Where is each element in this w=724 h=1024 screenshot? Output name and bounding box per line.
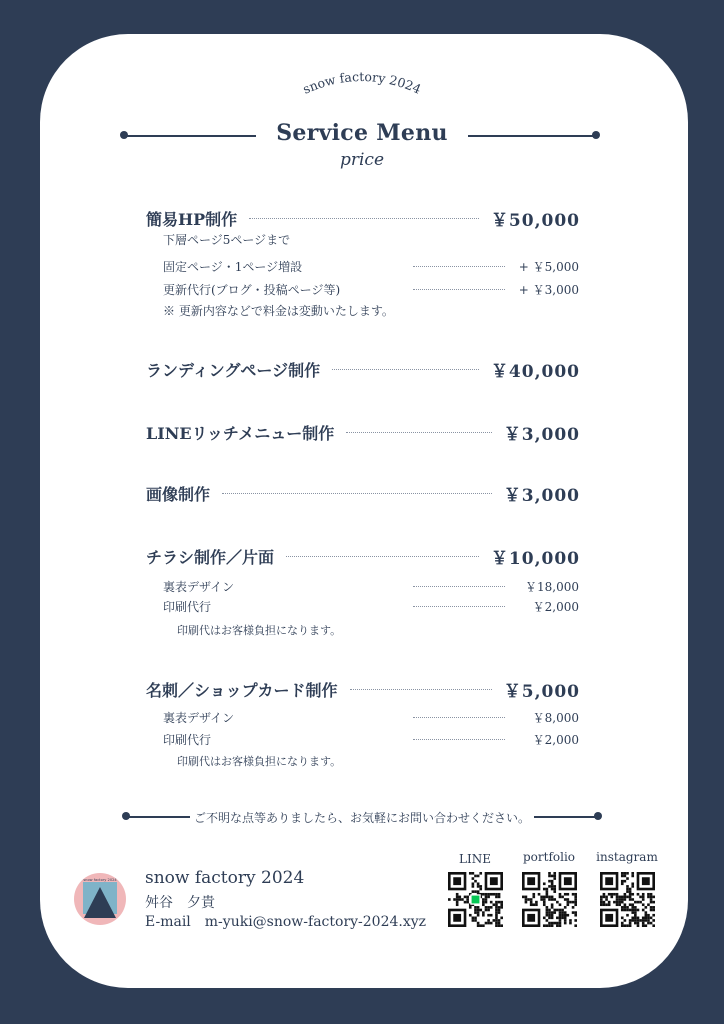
service-name: 名刺／ショップカード制作 — [146, 681, 338, 700]
contact-right-rule — [534, 816, 596, 818]
qr-code-instagram[interactable] — [600, 872, 655, 927]
person-name: 舛谷 夕貴 — [145, 895, 215, 911]
email-address[interactable]: E-mail m-yuki@snow-factory-2024.xyz — [145, 914, 427, 930]
option-row — [163, 258, 579, 275]
option-price: ￥18,000 — [525, 580, 579, 594]
service-price: ￥50,000 — [490, 211, 580, 231]
leader-dots — [350, 689, 492, 690]
option-label: 更新代行(ブログ・投稿ページ等) — [163, 283, 341, 297]
leader-dots — [413, 266, 505, 267]
leader-dots — [413, 739, 505, 740]
service-row-flyer — [146, 544, 580, 569]
option-label: 印刷代行 — [163, 600, 212, 614]
option-price: + ￥3,000 — [518, 283, 579, 297]
svg-text:snow factory 2024: snow factory 2024 — [83, 878, 117, 882]
service-name: 簡易HP制作 — [146, 210, 238, 229]
service-price: ￥5,000 — [503, 682, 580, 702]
page-title: Service Menu — [276, 120, 448, 146]
option-price: ￥2,000 — [532, 600, 579, 614]
menu-card — [40, 34, 688, 988]
brand-logo — [73, 872, 127, 926]
org-name: snow factory 2024 — [145, 868, 305, 888]
leader-dots — [413, 606, 505, 607]
option-price: ￥2,000 — [532, 733, 579, 747]
service-name: LINEリッチメニュー制作 — [146, 424, 335, 443]
service-price: ￥3,000 — [503, 486, 580, 506]
option-label: 固定ページ・1ページ増設 — [163, 260, 303, 274]
service-name: チラシ制作／片面 — [146, 548, 275, 567]
qr-label-line: LINE — [459, 852, 491, 866]
service-row-hp — [146, 206, 580, 231]
leader-dots — [222, 493, 492, 494]
option-label: 裏表デザイン — [163, 711, 235, 725]
title-right-rule — [468, 135, 598, 137]
option-row — [163, 731, 579, 748]
qr-code-portfolio[interactable] — [522, 872, 577, 927]
brand-arc-text — [262, 58, 462, 118]
service-row-lp — [146, 357, 580, 382]
service-row-image — [146, 481, 580, 506]
leader-dots — [332, 369, 479, 370]
qr-label-instagram: instagram — [596, 850, 658, 864]
option-row — [163, 281, 579, 298]
service-price: ￥3,000 — [503, 425, 580, 445]
leader-dots — [286, 556, 479, 557]
service-price: ￥40,000 — [490, 362, 580, 382]
leader-dots — [413, 586, 505, 587]
service-note: ※ 更新内容などで料金は変動いたします。 — [163, 304, 394, 318]
leader-dots — [249, 218, 479, 219]
service-row-card — [146, 677, 580, 702]
service-note: 印刷代はお客様負担になります。 — [177, 755, 342, 768]
leader-dots — [413, 289, 505, 290]
option-price: + ￥5,000 — [518, 260, 579, 274]
leader-dots — [413, 717, 505, 718]
service-detail: 下層ページ5ページまで — [163, 233, 291, 247]
option-price: ￥8,000 — [532, 711, 579, 725]
title-right-dot — [592, 131, 600, 139]
option-row — [163, 598, 579, 615]
option-row — [163, 578, 579, 595]
qr-code-line[interactable] — [448, 872, 503, 927]
option-row — [163, 709, 579, 726]
page-subtitle: price — [339, 150, 385, 170]
contact-prompt-row — [122, 810, 602, 824]
option-label: 裏表デザイン — [163, 580, 235, 594]
contact-prompt: ご不明な点等ありましたら、お気軽にお問い合わせください。 — [193, 811, 530, 825]
leader-dots — [346, 432, 491, 433]
option-label: 印刷代行 — [163, 733, 212, 747]
service-name: ランディングページ制作 — [146, 361, 321, 380]
title-row — [120, 120, 604, 150]
service-name: 画像制作 — [146, 485, 211, 504]
service-row-line — [146, 420, 580, 445]
svg-text:snow factory 2024: snow factory 2024 — [300, 68, 424, 97]
service-price: ￥10,000 — [490, 549, 580, 569]
qr-label-portfolio: portfolio — [522, 850, 576, 864]
service-note: 印刷代はお客様負担になります。 — [177, 624, 342, 637]
contact-right-dot — [594, 812, 602, 820]
